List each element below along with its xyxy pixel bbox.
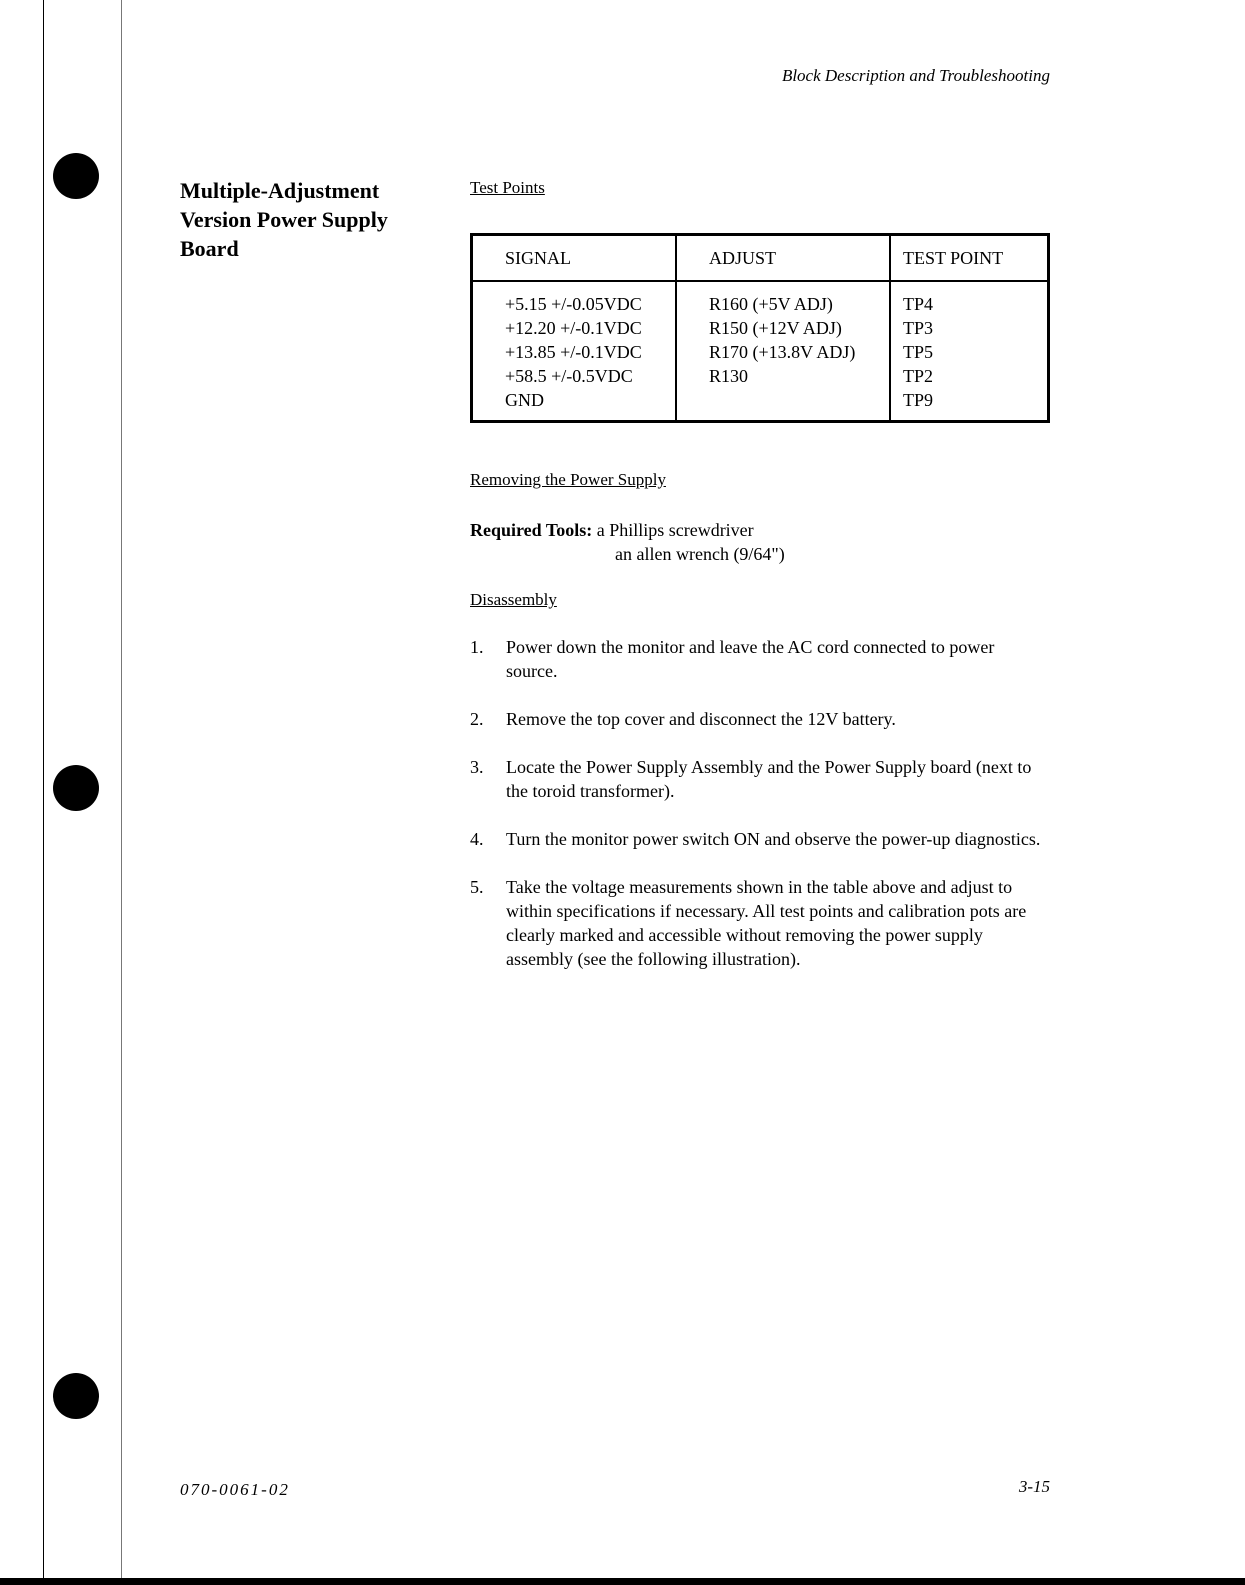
column-header-signal: SIGNAL — [472, 235, 677, 282]
test-point-value: TP4 — [903, 294, 934, 314]
signal-value: +13.85 +/-0.1VDC — [505, 342, 642, 362]
step-text: Take the voltage measurements shown in the table above and adjust to within specifications if necessary. All test points and calibration pots are clearly marked and accessible without removing the power supply assembly (see the following illustration). — [506, 877, 1027, 969]
signal-value: +5.15 +/-0.05VDC — [505, 294, 642, 314]
adjust-value: R150 (+12V ADJ) — [709, 318, 842, 338]
signal-value: GND — [505, 390, 544, 410]
adjust-value: R170 (+13.8V ADJ) — [709, 342, 856, 362]
list-item — [470, 707, 1050, 731]
removing-heading: Removing the Power Supply — [470, 470, 666, 489]
section-title — [180, 176, 430, 263]
column-header-test-point: TEST POINT — [890, 235, 1049, 282]
list-item — [470, 875, 1050, 971]
step-text: Remove the top cover and disconnect the 12V battery. — [506, 709, 896, 729]
disassembly-steps — [470, 635, 1050, 995]
signal-value: +58.5 +/-0.5VDC — [505, 366, 633, 386]
adjust-value: R160 (+5V ADJ) — [709, 294, 833, 314]
signal-cell — [472, 281, 677, 422]
list-item — [470, 827, 1050, 851]
signal-value: +12.20 +/-0.1VDC — [505, 318, 642, 338]
required-tools-label: Required Tools: — [470, 520, 593, 540]
table-row — [472, 281, 1049, 422]
list-item — [470, 635, 1050, 683]
binder-edge-line — [43, 0, 44, 1585]
table-header-row — [472, 235, 1049, 282]
section-title-line: Version Power Supply — [180, 207, 388, 232]
disassembly-heading: Disassembly — [470, 590, 557, 609]
document-number: 070-0061-02 — [180, 1480, 290, 1499]
margin-line — [121, 0, 122, 1585]
step-text: Power down the monitor and leave the AC cord connected to power source. — [506, 637, 995, 681]
column-header-adjust: ADJUST — [676, 235, 890, 282]
page-bottom-border — [0, 1578, 1245, 1585]
test-point-value: TP9 — [903, 390, 934, 410]
required-tools — [470, 518, 785, 566]
section-title-line: Board — [180, 236, 239, 261]
test-points-table — [470, 233, 1050, 423]
step-number: 3. — [470, 757, 484, 777]
page-number: 3-15 — [1018, 1477, 1050, 1496]
step-number: 4. — [470, 829, 484, 849]
step-number: 5. — [470, 877, 484, 897]
binder-hole-middle — [53, 765, 99, 811]
list-item — [470, 755, 1050, 803]
adjust-value: R130 — [709, 366, 749, 386]
binder-hole-top — [53, 153, 99, 199]
test-point-value: TP2 — [903, 366, 934, 386]
step-text: Locate the Power Supply Assembly and the Power Supply board (next to the toroid transformer). — [506, 757, 1032, 801]
step-number: 2. — [470, 709, 484, 729]
running-header: Block Description and Troubleshooting — [781, 66, 1050, 85]
test-points-heading: Test Points — [470, 178, 545, 197]
step-text: Turn the monitor power switch ON and observe the power-up diagnostics. — [506, 829, 1041, 849]
test-point-value: TP5 — [903, 342, 934, 362]
tool-item: an allen wrench (9/64") — [615, 544, 785, 564]
test-point-value: TP3 — [903, 318, 934, 338]
test-point-cell — [890, 281, 1049, 422]
tool-item: a Phillips screwdriver — [596, 520, 754, 540]
adjust-cell — [676, 281, 890, 422]
binder-hole-bottom — [53, 1373, 99, 1419]
section-title-line: Multiple-Adjustment — [180, 178, 380, 203]
step-number: 1. — [470, 637, 484, 657]
